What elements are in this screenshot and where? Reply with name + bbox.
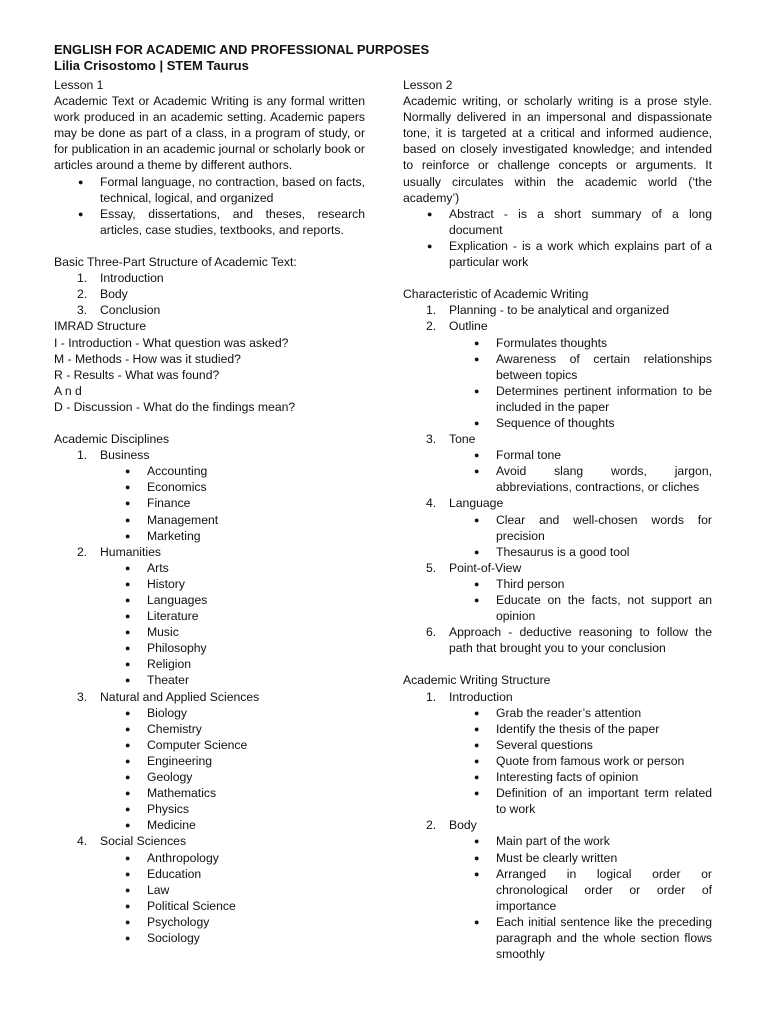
imrad-line: I - Introduction - What question was asked?	[54, 335, 289, 350]
sub-bullet-item: ● Formulates thoughts	[403, 335, 712, 351]
sub-bullet-item: ● Literature	[54, 608, 365, 624]
author-line: Lilia Crisostomo | STEM Taurus	[54, 58, 249, 73]
lesson-1-intro: Academic Text or Academic Writing is any formal written work produced in an academic setting. Academic papers may be done as part of a class, in a program of study, or for publication in an academic journal or scholarly book or articles around a theme by different authors.	[54, 94, 365, 173]
sub-bullet-item: ● Quote from famous work or person	[403, 753, 712, 769]
sub-bullet-item: ● Accounting	[54, 463, 365, 479]
right-column	[403, 77, 712, 962]
sub-bullet-item: ● Education	[54, 866, 365, 882]
sub-bullet-item: ● Engineering	[54, 753, 365, 769]
bullet-item: ● Explication - is a work which explains part of a particular work	[403, 238, 712, 270]
numbered-item: 2. Humanities	[77, 544, 161, 559]
bullet-item: ● Formal language, no contraction, based on facts, technical, logical, and organized	[54, 174, 365, 206]
writing-structure-list	[403, 689, 712, 963]
sub-bullet-item: ● Arts	[54, 560, 365, 576]
bullet-item: ● Abstract - is a short summary of a long document	[403, 206, 712, 238]
sub-bullet-item: ● Determines pertinent information to be included in the paper	[403, 383, 712, 415]
characteristics-heading: Characteristic of Academic Writing	[403, 287, 589, 302]
sub-bullet-item: ● Finance	[54, 495, 365, 511]
imrad-line: R - Results - What was found?	[54, 367, 220, 382]
numbered-item: 4. Language	[426, 496, 504, 511]
lesson-2-intro: Academic writing, or scholarly writing is a prose style. Normally delivered in an impersonal and dispassionate tone, it is targeted at a critical and informed audience, based on closely investigated knowledge; and intended to reinforce or challenge concepts or arguments. It usually circulates within the academic world (‘the academy’)	[403, 94, 712, 205]
sub-bullet-item: ● Political Science	[54, 898, 365, 914]
sub-bullet-item: ● Avoid slang words, jargon, abbreviations, contractions, or cliches	[403, 463, 712, 495]
sub-bullet-item: ● Languages	[54, 592, 365, 608]
sub-bullet-item: ● Psychology	[54, 914, 365, 930]
disciplines-heading: Academic Disciplines	[54, 432, 170, 447]
sub-bullet-item: ● Physics	[54, 801, 365, 817]
numbered-item: 4. Social Sciences	[77, 834, 187, 849]
sub-bullet-item: ● Mathematics	[54, 785, 365, 801]
numbered-item: 2. Outline	[426, 319, 488, 334]
numbered-item: 6. Approach - deductive reasoning to follow the path that brought you to your conclusion	[426, 625, 712, 656]
sub-bullet-item: ● Music	[54, 624, 365, 640]
sub-bullet-item: ● History	[54, 576, 365, 592]
sub-bullet-item: ● Management	[54, 512, 365, 528]
imrad-line: M - Methods - How was it studied?	[54, 351, 241, 366]
lesson-1-heading: Lesson 1	[54, 78, 104, 92]
sub-bullet-item: ● Grab the reader’s attention	[403, 705, 712, 721]
sub-bullet-item: ● Sociology	[54, 930, 365, 946]
numbered-item: 3. Tone	[426, 432, 476, 447]
sub-bullet-item: ● Economics	[54, 479, 365, 495]
numbered-item: 3. Conclusion	[77, 303, 161, 318]
sub-bullet-item: ● Theater	[54, 672, 365, 688]
sub-bullet-item: ● Anthropology	[54, 850, 365, 866]
sub-bullet-item: ● Must be clearly written	[403, 850, 712, 866]
sub-bullet-item: ● Geology	[54, 769, 365, 785]
sub-bullet-item: ● Formal tone	[403, 447, 712, 463]
sub-bullet-item: ● Marketing	[54, 528, 365, 544]
sub-bullet-item: ● Biology	[54, 705, 365, 721]
sub-bullet-item: ● Law	[54, 882, 365, 898]
document-title: ENGLISH FOR ACADEMIC AND PROFESSIONAL PURPOSES	[54, 42, 430, 57]
numbered-item: 2. Body	[77, 287, 128, 302]
sub-bullet-item: ● Thesaurus is a good tool	[403, 544, 712, 560]
imrad-heading: IMRAD Structure	[54, 319, 147, 334]
left-column	[54, 77, 365, 946]
sub-bullet-item: ● Religion	[54, 656, 365, 672]
sub-bullet-item: ● Sequence of thoughts	[403, 415, 712, 431]
sub-bullet-item: ● Identify the thesis of the paper	[403, 721, 712, 737]
numbered-item: 1. Planning - to be analytical and organized	[426, 303, 670, 318]
numbered-item: 1. Introduction	[77, 271, 164, 286]
writing-structure-heading: Academic Writing Structure	[403, 673, 551, 688]
sub-bullet-item: ● Philosophy	[54, 640, 365, 656]
sub-bullet-item: ● Chemistry	[54, 721, 365, 737]
bullet-item: ● Essay, dissertations, and theses, research articles, case studies, textbooks, and reports.	[54, 206, 365, 238]
sub-bullet-item: ● Third person	[403, 576, 712, 592]
structure-heading: Basic Three-Part Structure of Academic Text:	[54, 255, 297, 270]
sub-bullet-item: ● Awareness of certain relationships between topics	[403, 351, 712, 383]
sub-bullet-item: ● Educate on the facts, not support an opinion	[403, 592, 712, 624]
imrad-line: D - Discussion - What do the findings mean?	[54, 399, 296, 414]
sub-bullet-item: ● Interesting facts of opinion	[403, 769, 712, 785]
disciplines-list	[54, 447, 365, 946]
lesson-2-heading: Lesson 2	[403, 78, 453, 92]
numbered-item: 5. Point-of-View	[426, 560, 522, 575]
characteristics-list	[403, 302, 712, 656]
sub-bullet-item: ● Medicine	[54, 817, 365, 833]
sub-bullet-item: ● Several questions	[403, 737, 712, 753]
imrad-line: A n d	[54, 383, 82, 398]
document-header	[54, 42, 714, 74]
sub-bullet-item: ● Arranged in logical order or chronological order or order of importance	[403, 866, 712, 914]
sub-bullet-item: ● Clear and well-chosen words for precision	[403, 512, 712, 544]
sub-bullet-item: ● Computer Science	[54, 737, 365, 753]
numbered-item: 2. Body	[426, 818, 477, 833]
numbered-item: 1. Introduction	[426, 689, 513, 704]
sub-bullet-item: ● Definition of an important term related to work	[403, 785, 712, 817]
numbered-item: 3. Natural and Applied Sciences	[77, 689, 260, 704]
sub-bullet-item: ● Main part of the work	[403, 833, 712, 849]
sub-bullet-item: ● Each initial sentence like the preceding paragraph and the whole section flows smoothly	[403, 914, 712, 962]
numbered-item: 1. Business	[77, 448, 150, 463]
